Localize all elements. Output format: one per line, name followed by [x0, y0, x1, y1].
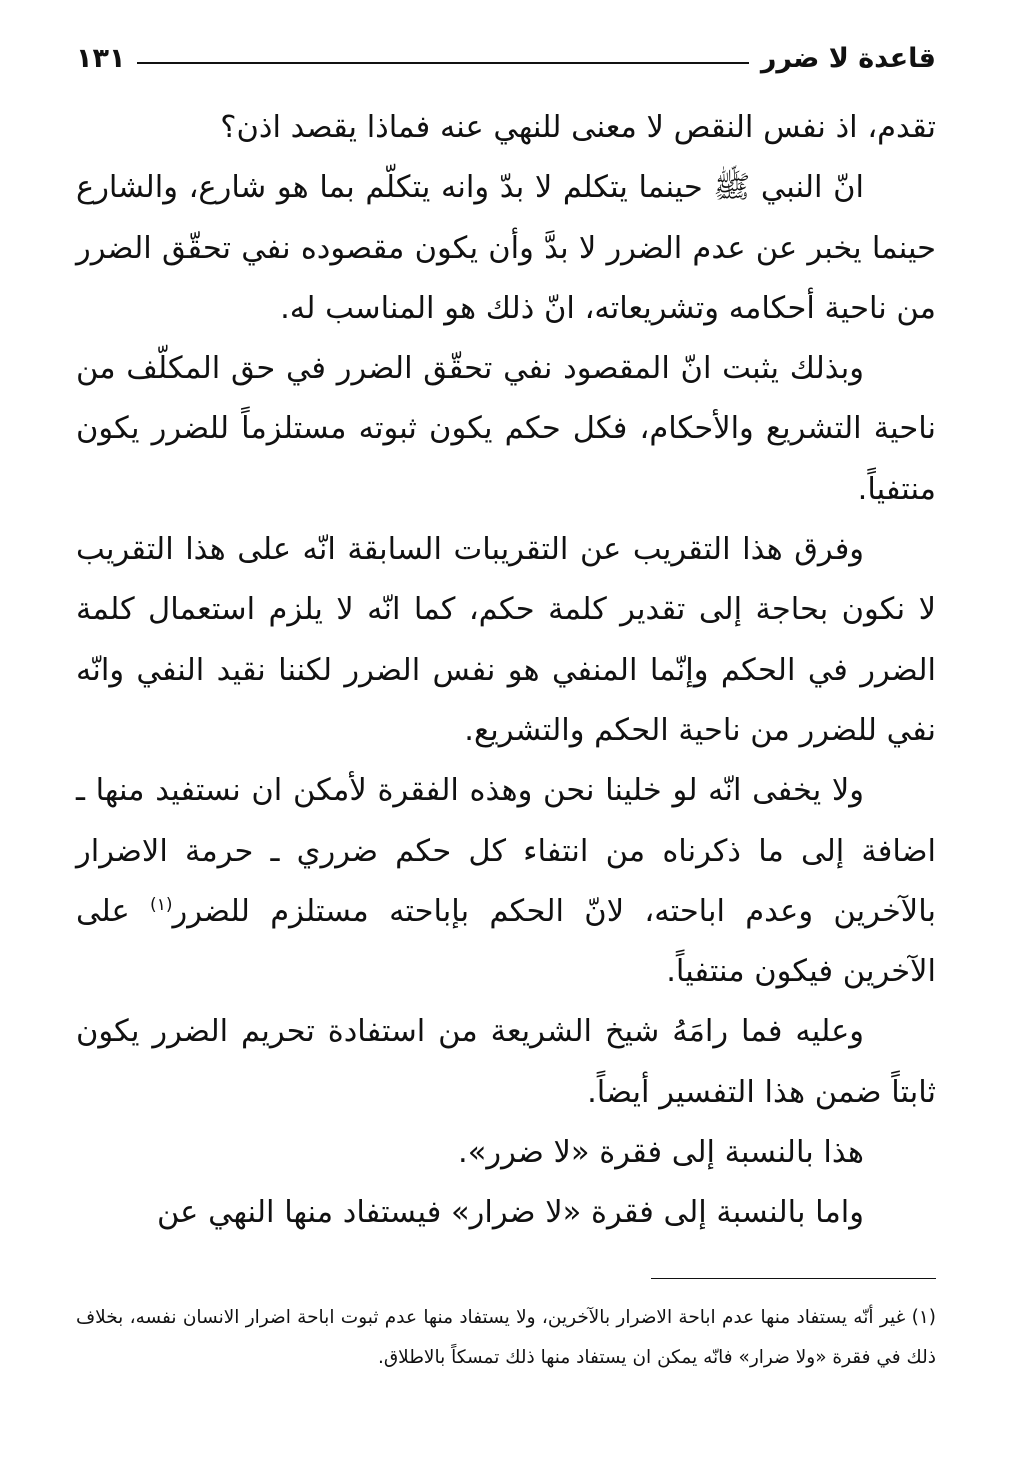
running-header	[76, 30, 936, 86]
book-page	[76, 30, 936, 1477]
paragraph: انّ النبي ﷺ حينما يتكلم لا بدّ وانه يتكلّم بما هو شارع، والشارع حينما يخبر عن عدم الضرر لا بدَّ وأن يكون مقصوده نفي تحقّق الضرر من ناحية أحكامه وتشريعاته، انّ ذلك هو المناسب له.	[76, 170, 936, 326]
paragraph-text-part: على الآخرين فيكون منتفياً.	[76, 893, 936, 990]
footnote-reference[interactable]: (١)	[150, 894, 173, 915]
paragraph-with-footnote-ref	[76, 761, 936, 1002]
paragraph-continuation: تقدم، اذ نفس النقص لا معنى للنهي عنه فماذا يقصد اذن؟	[220, 110, 936, 145]
header-rule	[137, 62, 748, 64]
footnote-separator	[651, 1278, 936, 1279]
footnotes	[76, 1298, 936, 1378]
paragraph: واما بالنسبة إلى فقرة «لا ضرار» فيستفاد منها النهي عن	[156, 1195, 864, 1231]
running-title: قاعدة لا ضرر	[760, 42, 936, 74]
main-text	[76, 98, 936, 1244]
paragraph-text-part: ولا يخفى انّه لو خلينا نحن وهذه الفقرة لأمكن ان نستفيد منها ـ اضافة إلى ما ذكرناه من انتفاء كل حكم ضرري ـ حرمة الاضرار بالآخرين وعدم اباحته، لانّ الحكم بإباحته مستلزم للضرر	[76, 773, 936, 929]
paragraph: وبذلك يثبت انّ المقصود نفي تحقّق الضرر في حق المكلّف من ناحية التشريع والأحكام، فكل حكم يكون ثبوته مستلزماً للضرر يكون منتفياً.	[76, 351, 936, 507]
page-number: ١٣١	[76, 42, 126, 74]
paragraph: هذا بالنسبة إلى فقرة «لا ضرر».	[458, 1135, 864, 1171]
footnote: (١) غير أنّه يستفاد منها عدم اباحة الاضرار بالآخرين، ولا يستفاد منها عدم ثبوت اباحة اضرار الانسان نفسه، بخلاف ذلك في فقرة «ولا ضرار» فانّه يمكن ان يستفاد منها ذلك تمسكاً بالاطلاق.	[76, 1307, 936, 1368]
paragraph: وعليه فما رامَهُ شيخ الشريعة من استفادة تحريم الضرر يكون ثابتاً ضمن هذا التفسير أيضاً.	[76, 1014, 936, 1110]
paragraph: وفرق هذا التقريب عن التقريبات السابقة انّه على هذا التقريب لا نكون بحاجة إلى تقدير كلمة حكم، كما انّه لا يلزم استعمال كلمة الضرر في الحكم وإنّما المنفي هو نفس الضرر لكننا نقيد النفي وانّه نفي للضرر من ناحية الحكم والتشريع.	[76, 532, 936, 748]
